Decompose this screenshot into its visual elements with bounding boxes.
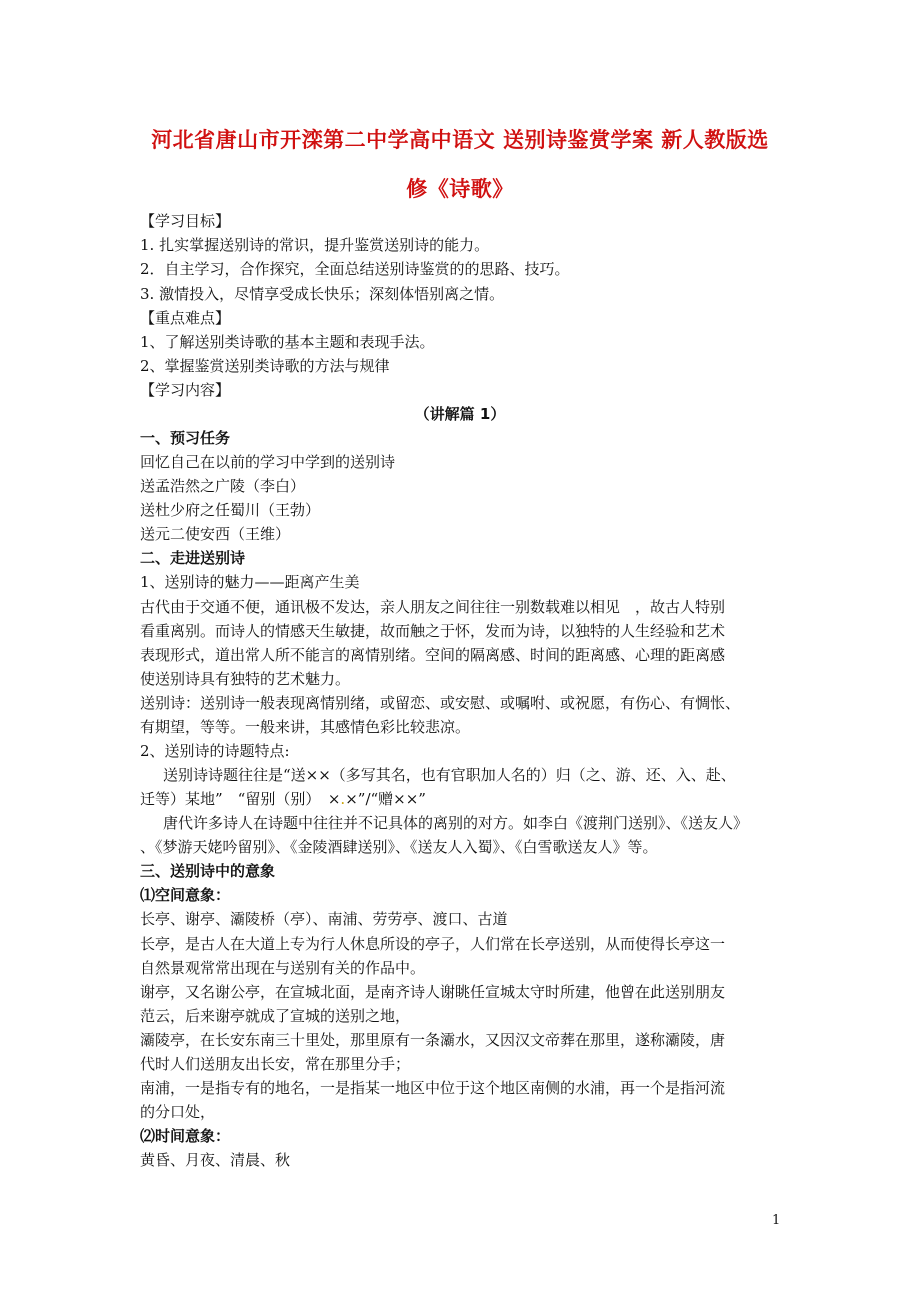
section-3-line-3: 自然景观常常出现在与送别有关的作品中。 (140, 959, 426, 977)
key-point-item-2: 2、掌握鉴赏送别类诗歌的方法与规律 (140, 357, 390, 375)
section-1-line-4: 送元二使安西（王维） (140, 525, 291, 543)
content-heading: 【学习内容】 (140, 381, 231, 399)
section-2-heading: 二、走进送别诗 (140, 549, 246, 567)
section-3-heading: 三、送别诗中的意象 (140, 862, 276, 880)
section-2-para-1-line-2: 看重离别。而诗人的情感天生敏捷，故而触之于怀，发而为诗，以独特的人生经验和艺术 (140, 622, 726, 640)
key-point-item-1: 1、了解送别类诗歌的基本主题和表现手法。 (140, 333, 435, 351)
section-1-heading: 一、预习任务 (140, 429, 231, 447)
section-3-line-7: 代时人们送朋友出长安，常在那里分手； (140, 1055, 411, 1073)
section-2-para-4-line-1: 唐代许多诗人在诗题中往往并不记具体的离别的对方。如李白《渡荆门送别》、《送友人》 (163, 814, 749, 832)
section-2-para-3-line-2-part-b: ×”/“赠××” (345, 790, 426, 808)
section-3-line-8: 南浦，一是指专有的地名，一是指某一地区中位于这个地区南侧的水浦，再一个是指河流 (140, 1079, 726, 1097)
section-2-para-4-line-2: 、《梦游天姥吟留别》、《金陵酒肆送别》、《送友人入蜀》、《白雪歌送友人》等。 (140, 838, 658, 856)
objective-item-2: 2．自主学习，合作探究，全面总结送别诗鉴赏的的思路、技巧。 (140, 260, 570, 278)
section-2-para-1-line-4: 使送别诗具有独特的艺术魅力。 (140, 670, 351, 688)
section-3-line-2: 长亭，是古人在大道上专为行人休息所设的亭子，人们常在长亭送别，从而使得长亭这一 (140, 935, 726, 953)
emphasis-dot: . (340, 790, 346, 808)
page-number: 1 (772, 1213, 781, 1228)
section-2-para-2-line-1: 送别诗：送别诗一般表现离情别绪，或留恋、或安慰、或嘱咐、或祝愿，有伤心、有惆怅、 (140, 694, 741, 712)
section-3-sub-1: ⑴空间意象： (140, 886, 231, 904)
section-2-para-3-line-2 (140, 789, 426, 809)
section-3-line-5: 范云，后来谢亭就成了宣城的送别之地， (140, 1007, 411, 1025)
section-1-line-1: 回忆自己在以前的学习中学到的送别诗 (140, 453, 396, 471)
section-3-line-4: 谢亭，又名谢公亭，在宣城北面，是南齐诗人谢眺任宣城太守时所建，他曾在此送别朋友 (140, 983, 726, 1001)
section-3-sub-2: ⑵时间意象： (140, 1127, 231, 1145)
key-points-heading: 【重点难点】 (140, 309, 231, 327)
section-2-para-2-line-2: 有期望，等等。一般来讲，其感情色彩比较悲凉。 (140, 718, 471, 736)
objective-item-3: 3. 激情投入，尽情享受成长快乐；深刻体悟别离之情。 (140, 285, 505, 303)
section-3-line-6: 灞陵亭，在长安东南三十里处，那里原有一条灞水，又因汉文帝葬在那里，遂称灞陵，唐 (140, 1031, 726, 1049)
section-2-para-1-line-3: 表现形式，道出常人所不能言的离情别绪。空间的隔离感、时间的距离感、心理的距离感 (140, 646, 726, 664)
lecture-heading: （讲解篇 1） (414, 405, 506, 423)
section-2-sub-1: 1、送别诗的魅力——距离产生美 (140, 573, 360, 591)
section-3-line-1: 长亭、谢亭、灞陵桥（亭）、南浦、劳劳亭、渡口、古道 (140, 910, 508, 928)
document-title-line-2: 修《诗歌》 (406, 177, 514, 201)
section-2-para-3-line-1: 送别诗诗题往往是“送××（多写其名，也有官职加人名的）归（之、游、还、入、赴、 (163, 766, 736, 784)
section-2-para-1-line-1: 古代由于交通不便，通讯极不发达，亲人朋友之间往往一别数载难以相见 ，故古人特别 (140, 598, 726, 616)
section-1-line-3: 送杜少府之任蜀川（王勃） (140, 501, 321, 519)
section-2-sub-2: 2、送别诗的诗题特点: (140, 742, 290, 760)
section-1-line-2: 送孟浩然之广陵（李白） (140, 477, 306, 495)
section-3-line-9: 的分口处， (140, 1103, 216, 1121)
section-2-para-3-line-2-part-a: 迁等）某地” “留别（别） × (140, 790, 341, 808)
objectives-heading: 【学习目标】 (140, 212, 231, 230)
objective-item-1: 1. 扎实掌握送别诗的常识，提升鉴赏送别诗的能力。 (140, 236, 490, 254)
section-3-time-line: 黄昏、月夜、清晨、秋 (140, 1151, 291, 1169)
document-title-line-1: 河北省唐山市开滦第二中学高中语文 送别诗鉴赏学案 新人教版选 (151, 128, 769, 152)
